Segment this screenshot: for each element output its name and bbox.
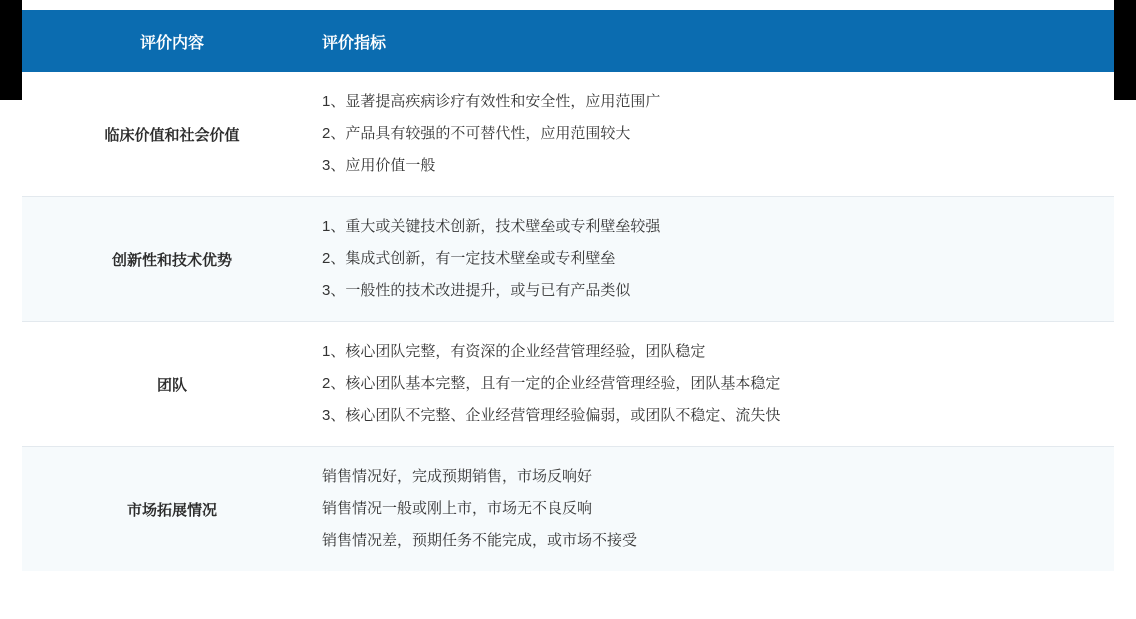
row-name: 团队 [22, 322, 322, 447]
column-header-indicator: 评价指标 [322, 10, 1114, 72]
row-indicators [322, 197, 1114, 322]
indicator-line: 2、核心团队基本完整，且有一定的企业经营管理经验，团队基本稳定 [322, 375, 781, 392]
indicator-line: 销售情况一般或刚上市，市场无不良反响 [322, 500, 593, 517]
evaluation-table [22, 10, 1114, 571]
left-edge-band [0, 0, 22, 100]
row-name: 市场拓展情况 [22, 447, 322, 572]
table-header-row [22, 10, 1114, 72]
table-row [22, 72, 1114, 197]
indicator-line: 3、核心团队不完整、企业经营管理经验偏弱，或团队不稳定、流失快 [322, 407, 781, 424]
row-name: 临床价值和社会价值 [22, 72, 322, 197]
table-row [22, 322, 1114, 447]
table-header [22, 10, 1114, 72]
indicator-line: 销售情况好，完成预期销售，市场反响好 [322, 468, 593, 485]
row-indicators [322, 447, 1114, 572]
indicator-line: 销售情况差，预期任务不能完成，或市场不接受 [322, 532, 638, 549]
indicator-line: 2、集成式创新，有一定技术壁垒或专利壁垒 [322, 250, 616, 267]
table-body [22, 72, 1114, 571]
indicator-line: 3、应用价值一般 [322, 157, 436, 174]
indicator-line: 1、显著提高疾病诊疗有效性和安全性，应用范围广 [322, 93, 661, 110]
row-indicators [322, 72, 1114, 197]
indicator-line: 2、产品具有较强的不可替代性，应用范围较大 [322, 125, 631, 142]
table-row [22, 197, 1114, 322]
indicator-line: 1、核心团队完整，有资深的企业经营管理经验，团队稳定 [322, 343, 706, 360]
row-indicators [322, 322, 1114, 447]
indicator-line: 1、重大或关键技术创新，技术壁垒或专利壁垒较强 [322, 218, 661, 235]
table-row [22, 447, 1114, 572]
right-edge-band [1114, 0, 1136, 100]
indicator-line: 3、一般性的技术改进提升，或与已有产品类似 [322, 282, 631, 299]
column-header-content: 评价内容 [22, 10, 322, 72]
evaluation-table-container [22, 10, 1114, 571]
row-name: 创新性和技术优势 [22, 197, 322, 322]
